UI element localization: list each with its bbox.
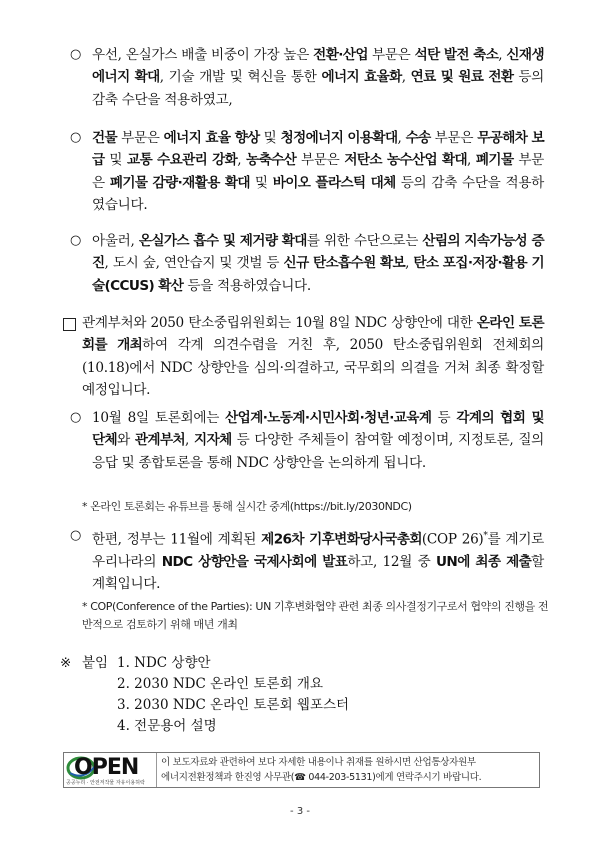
emphasis-text: 온실가스 흡수 및 제거량 확대 xyxy=(138,233,307,249)
text-segment: 하여 각계 의견수렴을 거친 후, 2050 탄소중립위원회 전체회의(10.18)에서 NDC 상향안을 심의·의결하고, 국무회의 의결을 거쳐 최종 확정할 예정입니다. xyxy=(82,337,544,399)
text-segment: 부문은 xyxy=(430,130,478,146)
text-segment: 를 위한 수단으로는 xyxy=(306,233,423,249)
bullet-marker: ○ xyxy=(70,410,82,425)
text-segment: 등 xyxy=(431,410,457,426)
emphasis-text: 농축수산 xyxy=(246,152,297,169)
text-segment: , xyxy=(397,130,406,146)
paragraph-online-forum xyxy=(82,312,544,402)
emphasis-text: 청정에너지 이용확대 xyxy=(280,130,398,146)
text-segment: 부문은 xyxy=(92,152,544,191)
emphasis-text: 각계의 협회 및 단체 xyxy=(92,410,544,449)
emphasis-text: 제26차 기후변화당사국총회 xyxy=(261,531,422,548)
emphasis-text: 교통 수요관리 강화 xyxy=(127,152,238,169)
text-segment: 관계부처와 2050 탄소중립위원회는 10월 8일 NDC 상향안에 대한 xyxy=(82,315,477,331)
emphasis-text: UN에 최종 제출 xyxy=(435,553,532,570)
attachment-marker: ※ xyxy=(60,655,72,671)
bullet-marker: ○ xyxy=(70,528,82,543)
text-segment: * xyxy=(483,531,488,541)
emphasis-text: 폐기물 감량·재활용 확대 xyxy=(109,174,250,191)
footnote-streaming: * 온라인 토론회는 유튜브를 통해 실시간 중계(https://bit.ly/2030NDC) xyxy=(82,500,412,513)
emphasis-text: 탄소 포집·저장·활용 기술(CCUS) 확산 xyxy=(92,255,544,294)
emphasis-text: 폐기물 xyxy=(475,152,514,169)
paragraph-absorption xyxy=(92,230,544,297)
bullet-marker: ○ xyxy=(70,47,82,62)
emphasis-text: 산림의 지속가능성 증진 xyxy=(92,233,544,272)
emphasis-text: 신규 탄소흡수원 확보 xyxy=(283,255,406,272)
text-segment: 와 xyxy=(117,432,135,449)
logo-subtitle: 공공누리 · 안전저작물 자유이용허락 xyxy=(66,780,145,786)
emphasis-text: 연료 및 원료 전환 xyxy=(410,69,514,86)
text-segment: 등을 적용하였습니다. xyxy=(183,277,311,294)
attachment-item: 3. 2030 NDC 온라인 토론회 웹포스터 xyxy=(117,697,350,713)
emphasis-text: NDC 상향안을 국제사회에 발표 xyxy=(161,553,348,570)
text-segment: , 도시 숲, 연안습지 및 갯벌 등 xyxy=(104,255,284,272)
attachment-label: 붙임 xyxy=(82,655,109,671)
emphasis-text: 관계부처 xyxy=(134,432,186,449)
contact-line: 에너지전환정책과 한진영 사무관(☎ 044-203-5131)에게 연락주시기 바랍니다. xyxy=(161,772,482,783)
emphasis-text: 에너지 효율 향상 xyxy=(163,130,260,146)
paragraph-energy-industry xyxy=(92,44,544,111)
text-segment: , xyxy=(401,69,411,86)
contact-text xyxy=(161,755,535,785)
text-segment: 아울러, xyxy=(92,233,139,249)
emphasis-text: 온라인 토론회를 개최 xyxy=(82,315,544,354)
contact-footer xyxy=(63,752,540,788)
logo-text: OPEN xyxy=(74,755,139,780)
text-segment: , xyxy=(498,47,507,63)
text-segment: 및 xyxy=(259,130,281,146)
text-segment: 부문은 xyxy=(367,47,415,63)
attachment-item: 1. NDC 상향안 xyxy=(117,655,211,671)
contact-line: 이 보도자료와 관련하여 보다 자세한 내용이나 취재를 원하시면 산업통상자원부 xyxy=(161,757,476,768)
paragraph-building-transport xyxy=(92,127,544,217)
text-segment: , xyxy=(185,432,195,449)
emphasis-text: 지자체 xyxy=(194,432,232,449)
text-segment: 를 계기로 우리나라의 xyxy=(92,531,544,570)
emphasis-text: 수송 xyxy=(405,130,431,146)
text-segment: 우선, 온실가스 배출 비중이 가장 높은 xyxy=(92,47,314,63)
attachment-item: 2. 2030 NDC 온라인 토론회 개요 xyxy=(117,676,323,692)
text-segment: 10월 8일 토론회에는 xyxy=(92,410,226,426)
text-segment: , xyxy=(467,152,476,169)
emphasis-text: 산업계·노동계·시민사회·청년·교육계 xyxy=(225,410,432,426)
text-segment: 부문은 xyxy=(296,152,345,169)
emphasis-text: 석탄 발전 축소 xyxy=(414,47,499,63)
text-segment: (COP 26) xyxy=(421,531,484,548)
box-bullet-marker xyxy=(63,318,76,331)
text-segment: , xyxy=(405,255,414,272)
text-segment: 및 xyxy=(249,174,273,191)
emphasis-text: 바이오 플라스틱 대체 xyxy=(272,174,396,191)
text-segment: 할 계획입니다. xyxy=(92,553,544,593)
text-segment: 하고, 12월 중 xyxy=(347,553,436,570)
open-license-logo xyxy=(64,753,157,787)
attachment-item: 4. 전문용어 설명 xyxy=(117,718,217,734)
text-segment: 등 다양한 주체들이 참여할 예정이며, 지정토론, 질의응답 및 종합토론을 통해 NDC 상향안을 논의하게 됩니다. xyxy=(92,432,544,471)
bullet-marker: ○ xyxy=(70,130,82,145)
paragraph-forum-participants xyxy=(92,407,544,474)
text-segment: 등의 감축 수단을 적용하였고, xyxy=(92,69,545,108)
text-segment: 부문은 xyxy=(117,130,164,146)
bullet-marker: ○ xyxy=(70,233,82,248)
footnote-cop: * COP(Conference of the Parties): UN 기후변화협약 관련 최종 의사결정기구로서 협약의 진행을 전반적으로 검토하기 위해 매년 개최 xyxy=(82,600,549,631)
text-segment: , 기술 개발 및 혁신을 통한 xyxy=(159,69,322,86)
emphasis-text: 건물 xyxy=(92,130,118,146)
text-segment: 및 xyxy=(104,152,128,169)
emphasis-text: 저탄소 농수산업 확대 xyxy=(344,152,468,169)
emphasis-text: 무공해차 보급 xyxy=(92,130,545,169)
text-segment: , xyxy=(237,152,247,169)
emphasis-text: 에너지 효율화 xyxy=(321,69,402,86)
page-number: - 3 - xyxy=(290,806,310,817)
text-segment: 등의 감축 수단을 적용하였습니다. xyxy=(92,174,544,214)
emphasis-text: 신재생에너지 확대 xyxy=(92,47,544,86)
text-segment: 한편, 정부는 11월에 계획된 xyxy=(92,531,262,548)
paragraph-cop26 xyxy=(92,525,544,596)
emphasis-text: 전환·산업 xyxy=(313,47,368,63)
